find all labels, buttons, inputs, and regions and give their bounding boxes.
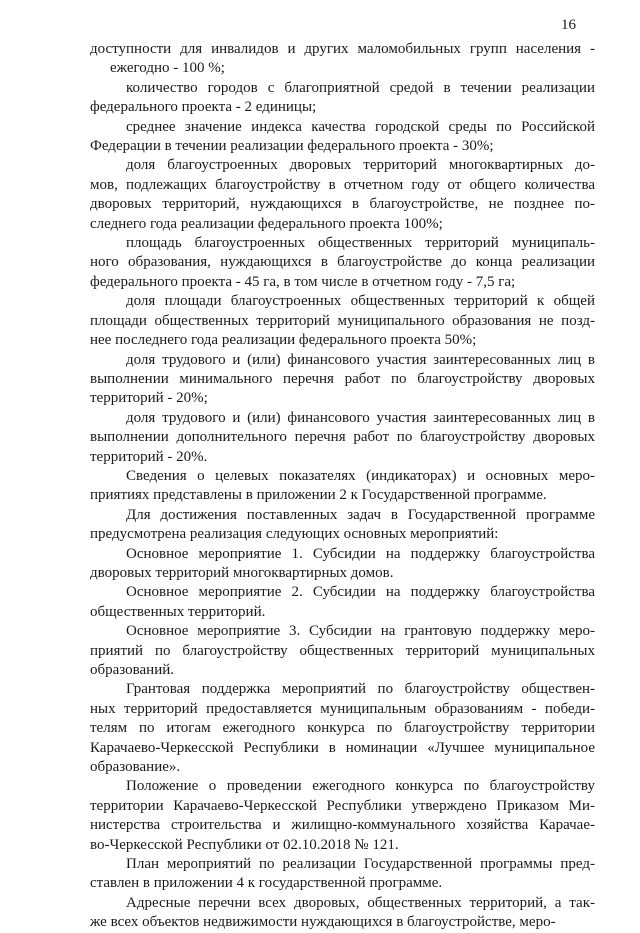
- paragraph: [90, 777, 595, 855]
- text-line: Федерации в течении реализации федерального проекта - 30%;: [90, 138, 494, 155]
- text-line: Карачаево-Черкесской Республики в номинации «Лучшее муниципальное: [90, 739, 595, 756]
- text-line: площадь благоустроенных общественных территорий муниципаль-: [126, 235, 595, 252]
- text-line: мов, подлежащих благоустройству в отчетном году от общего количества: [90, 176, 595, 193]
- page-number: 16: [561, 17, 576, 33]
- text-line: телям по итогам ежегодного конкурса по благоустройству территории: [90, 720, 595, 737]
- text-line: доля трудового и (или) финансового участия заинтересованных лиц в: [126, 409, 595, 426]
- text-line: доступности для инвалидов и других маломобильных групп населения -: [90, 41, 595, 57]
- text-line: образований.: [90, 662, 175, 678]
- paragraph: [90, 79, 595, 118]
- paragraph: [90, 467, 595, 506]
- paragraph: [90, 894, 595, 933]
- text-line: образование».: [90, 759, 181, 776]
- text-line: выполнении минимального перечня работ по благоустройству дворовых: [90, 370, 595, 387]
- paragraph: [90, 545, 595, 584]
- text-line: количество городов с благоприятной средой в течении реализации: [126, 79, 595, 96]
- text-line: Основное мероприятие 2. Субсидии на поддержку благоустройства: [126, 584, 595, 601]
- paragraph: [90, 156, 595, 234]
- text-line: Основное мероприятие 3. Субсидии на грантовую поддержку меро-: [126, 623, 595, 640]
- text-line: территорий - 20%.: [90, 448, 208, 465]
- text-line: общественных территорий.: [90, 603, 266, 620]
- text-line: среднее значение индекса качества городской среды по Российской: [126, 118, 595, 135]
- text-line: во-Черкесской Республики от 02.10.2018 № 121.: [90, 836, 399, 853]
- text-line: ежегодно - 100 %;: [110, 60, 225, 77]
- text-line: приятиях представлены в приложении 2 к Государственной программе.: [90, 487, 547, 504]
- paragraph: [90, 292, 595, 350]
- paragraph: [90, 351, 595, 409]
- paragraph: [90, 506, 595, 545]
- text-line: дворовых территорий многоквартирных домов.: [90, 564, 394, 581]
- document-body: [90, 40, 595, 933]
- text-line: нее последнего года реализации федерального проекта 50%;: [90, 332, 477, 349]
- text-line: ного образования, нуждающихся в благоустройстве до конца реализации: [90, 254, 595, 271]
- paragraph: [90, 855, 595, 894]
- text-line: Положение о проведении ежегодного конкурса по благоустройству: [126, 778, 595, 795]
- text-line: ных территорий предоставляется муниципальным образованиям - победи-: [90, 700, 595, 717]
- text-line: Для достижения поставленных задач в Государственной программе: [126, 506, 595, 523]
- paragraph: [90, 622, 595, 680]
- text-line: нистерства строительства и жилищно-коммунального хозяйства Карачае-: [90, 817, 595, 834]
- text-line: федерального проекта - 45 га, в том числе в отчетном году - 7,5 га;: [90, 273, 516, 290]
- paragraph: [90, 234, 595, 292]
- text-line: Грантовая поддержка мероприятий по благоустройству обществен-: [126, 681, 595, 698]
- text-line: площади общественных территорий муниципального образования не позд-: [90, 312, 595, 329]
- text-line: доля трудового и (или) финансового участия заинтересованных лиц в: [126, 351, 595, 368]
- text-line: предусмотрена реализация следующих основных мероприятий:: [90, 526, 499, 543]
- text-line: ставлен в приложении 4 к государственной программе.: [90, 875, 443, 892]
- text-line: План мероприятий по реализации Государственной программы пред-: [126, 856, 595, 873]
- paragraph: [90, 118, 595, 157]
- text-line: федерального проекта - 2 единицы;: [90, 99, 317, 116]
- text-line: доля площади благоустроенных общественных территорий к общей: [126, 293, 595, 310]
- text-line: территории Карачаево-Черкесской Республики утверждено Приказом Ми-: [90, 797, 595, 814]
- text-line: Основное мероприятие 1. Субсидии на поддержку благоустройства: [126, 545, 595, 562]
- text-line: приятий по благоустройству общественных территорий муниципальных: [90, 642, 595, 659]
- text-line: Адресные перечни всех дворовых, общественных территорий, а так-: [126, 894, 595, 911]
- text-line: дворовых территорий, нуждающихся в благоустройстве, не позднее по-: [90, 196, 595, 213]
- text-line: территорий - 20%;: [90, 390, 208, 407]
- paragraph: [90, 409, 595, 467]
- text-line: доля благоустроенных дворовых территорий многоквартирных до-: [126, 157, 595, 174]
- text-line: следнего года реализации федерального проекта 100%;: [90, 215, 443, 232]
- text-line: выполнении дополнительного перечня работ по благоустройству дворовых: [90, 429, 595, 446]
- paragraph: [90, 583, 595, 622]
- paragraph: [90, 680, 595, 777]
- text-line: же всех объектов недвижимости нуждающихся в благоустройстве, меро-: [90, 914, 556, 931]
- text-line: Сведения о целевых показателях (индикаторах) и основных меро-: [126, 467, 595, 484]
- paragraph: [90, 40, 595, 79]
